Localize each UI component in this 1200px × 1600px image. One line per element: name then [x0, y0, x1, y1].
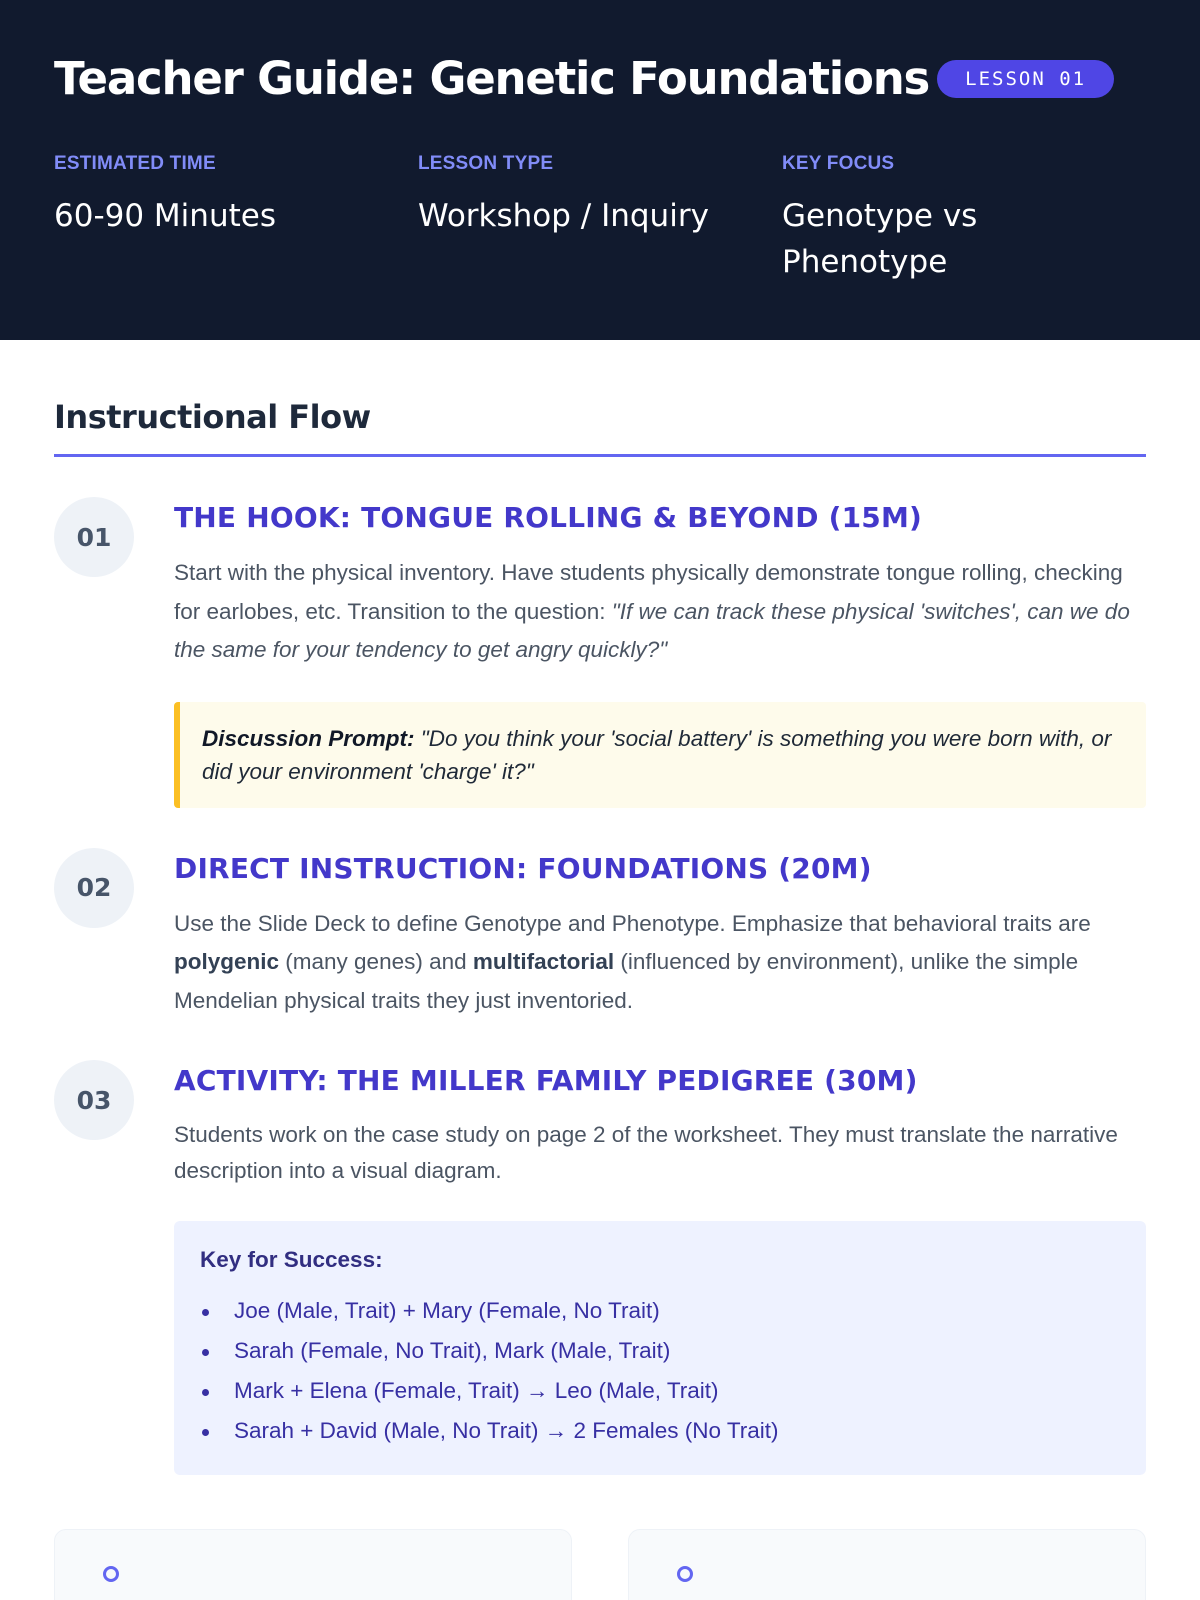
step-number: 02	[54, 848, 134, 928]
list-item: Joe (Male, Trait) + Mary (Female, No Trait)	[200, 1291, 1120, 1331]
term-multifactorial: multifactorial	[472, 949, 615, 974]
list-item: Sarah + David (Male, No Trait) → 2 Females (No Trait)	[200, 1411, 1120, 1451]
meta-value: 60-90 Minutes	[54, 198, 276, 234]
step-body	[174, 1060, 1146, 1475]
step-number: 01	[54, 497, 134, 577]
step-hook	[54, 497, 1146, 808]
step-description	[174, 905, 1146, 1021]
meta-label: KEY FOCUS	[782, 153, 895, 174]
section-heading: Instructional Flow	[54, 398, 1146, 457]
step-title: ACTIVITY: THE MILLER FAMILY PEDIGREE (30M)	[174, 1064, 918, 1097]
header-top	[54, 52, 1146, 105]
lesson-badge: LESSON 01	[937, 60, 1114, 98]
meta-label: LESSON TYPE	[418, 153, 554, 174]
key-for-success	[174, 1221, 1146, 1475]
card-right	[628, 1529, 1146, 1600]
meta-label: ESTIMATED TIME	[54, 153, 216, 174]
step-question: "If we can track these physical 'switches', can we do the same for your tendency to get angry quickly?"	[174, 598, 1130, 662]
step-description: Students work on the case study on page 2 of the worksheet. They must translate the narrative description into a visual diagram.	[174, 1122, 1118, 1183]
step-body	[174, 848, 1146, 1021]
main-content	[0, 340, 1200, 1600]
prompt-label: Discussion Prompt:	[202, 725, 415, 751]
step-body	[174, 497, 1146, 808]
step-text: Start with the physical inventory. Have students physically demonstrate tongue rolling, checking for earlobes, etc. Transition to the question:	[174, 560, 1123, 624]
meta-value: Workshop / Inquiry	[418, 198, 709, 234]
step-title: DIRECT INSTRUCTION: FOUNDATIONS (20M)	[174, 851, 872, 885]
step-text: (many genes) and	[279, 949, 473, 974]
step-title: THE HOOK: TONGUE ROLLING & BEYOND (15M)	[174, 501, 923, 534]
header	[0, 0, 1200, 340]
term-polygenic: polygenic	[174, 949, 280, 974]
meta-row	[54, 153, 1146, 285]
meta-value: Genotype vs Phenotype	[782, 198, 978, 280]
step-direct-instruction	[54, 848, 1146, 1021]
meta-key-focus	[782, 153, 1146, 285]
prompt-text: "Do you think your 'social battery' is something you were born with, or did your environment 'charge' it?"	[202, 725, 1112, 784]
step-text: (influenced by environment), unlike the simple Mendelian physical traits they just inventoried.	[174, 949, 1079, 1013]
step-description	[174, 554, 1146, 670]
page-title: Teacher Guide: Genetic Foundations	[54, 52, 930, 105]
circle-icon	[103, 1566, 119, 1582]
card-left	[54, 1529, 572, 1600]
key-title: Key for Success:	[200, 1247, 383, 1272]
meta-estimated-time	[54, 153, 418, 285]
step-text: Use the Slide Deck to define Genotype and Phenotype. Emphasize that behavioral traits are	[174, 910, 1091, 936]
key-list	[200, 1291, 1120, 1451]
bottom-cards	[54, 1529, 1146, 1600]
step-number: 03	[54, 1060, 134, 1140]
discussion-prompt	[174, 702, 1146, 808]
list-item: Sarah (Female, No Trait), Mark (Male, Trait)	[200, 1331, 1120, 1371]
meta-lesson-type	[418, 153, 782, 285]
list-item: Mark + Elena (Female, Trait) → Leo (Male, Trait)	[200, 1371, 1120, 1411]
step-activity	[54, 1060, 1146, 1475]
circle-icon	[677, 1566, 693, 1582]
